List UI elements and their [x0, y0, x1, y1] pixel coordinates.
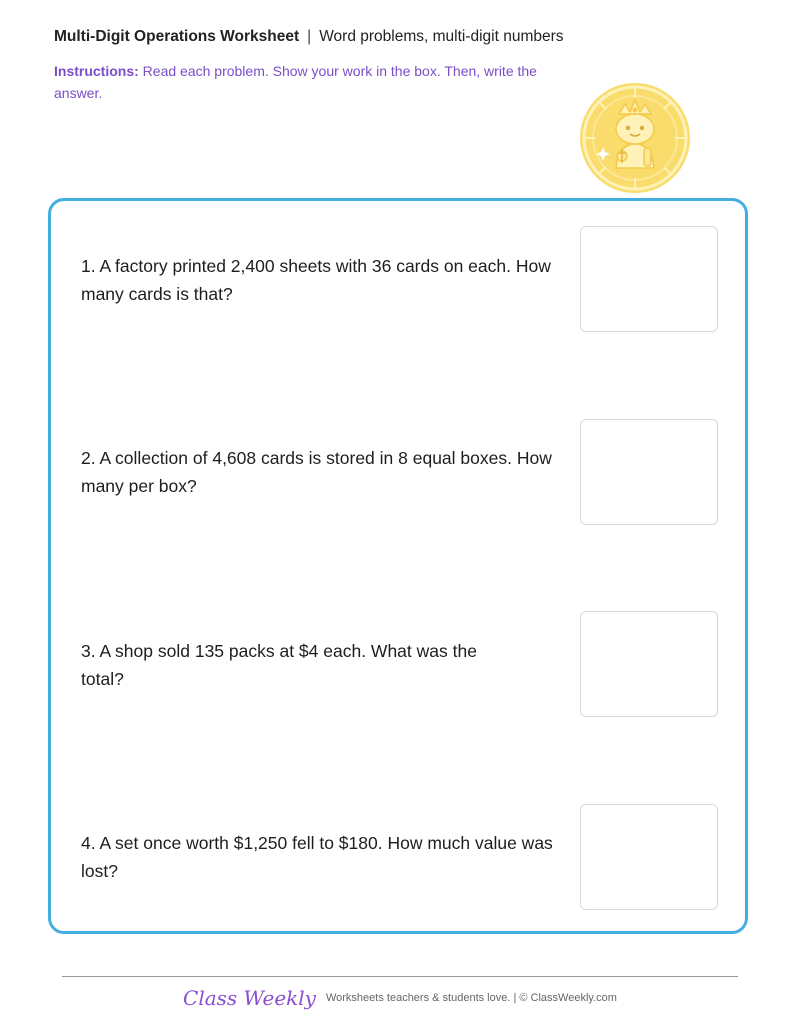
instructions — [54, 60, 574, 104]
brand-logo: Class Weekly — [183, 986, 316, 1010]
answer-box-4[interactable] — [580, 804, 718, 910]
worksheet-title: Multi-Digit Operations Worksheet — [54, 28, 300, 45]
header-separator: | — [307, 28, 312, 45]
footer-tagline: Worksheets teachers & students love. | © ClassWeekly.com — [325, 992, 617, 1004]
king-cat-sticker-icon — [578, 82, 692, 194]
problem-4-text: 4. A set once worth $1,250 fell to $180. How much value was lost? — [81, 833, 553, 881]
answer-box-3[interactable] — [580, 611, 718, 717]
instructions-label: Instructions: — [54, 63, 139, 79]
worksheet-subtitle: Word problems, multi-digit numbers — [319, 28, 564, 45]
footer — [0, 986, 800, 1010]
answer-box-1[interactable] — [580, 226, 718, 332]
footer-divider — [62, 976, 738, 977]
instructions-text: Read each problem. Show your work in the box. Then, write the answer. — [54, 63, 537, 101]
problem-3-text: 3. A shop sold 135 packs at $4 each. What was the total? — [81, 641, 477, 689]
problem-1-text: 1. A factory printed 2,400 sheets with 36 cards on each. How many cards is that? — [81, 256, 551, 304]
worksheet-header — [54, 28, 564, 46]
problem-2-text: 2. A collection of 4,608 cards is stored in 8 equal boxes. How many per box? — [81, 448, 552, 496]
answer-box-2[interactable] — [580, 419, 718, 525]
